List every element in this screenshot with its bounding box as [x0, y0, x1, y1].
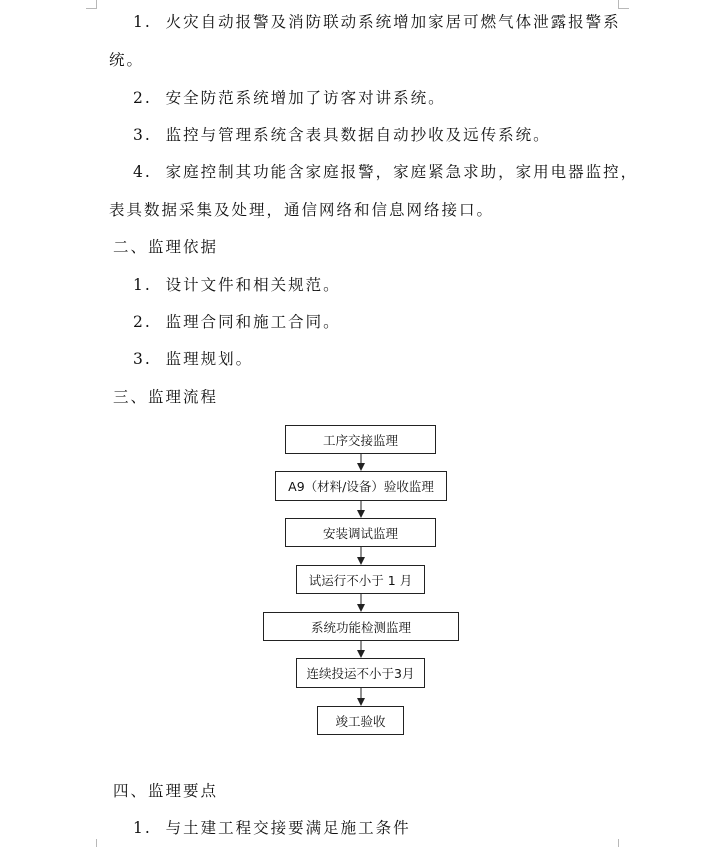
- flow-step-material-acceptance: A9（材料/设备）验收监理: [275, 471, 447, 501]
- list-item-4-line2: 表具数据采集及处理，通信网络和信息网络接口。: [109, 201, 495, 219]
- list-item-number: 1.: [133, 819, 152, 837]
- list-item-text: 火灾自动报警及消防联动系统增加家居可燃气体泄露报警系: [165, 13, 621, 31]
- flow-step-trial-run: 试运行不小于 1 月: [296, 565, 425, 594]
- list-item-text: 监控与管理系统含表具数据自动抄收及远传系统。: [165, 126, 551, 144]
- list-item-number: 2.: [133, 313, 152, 331]
- list-item-number: 3.: [133, 350, 152, 368]
- flow-step-installation-debug: 安装调试监理: [285, 518, 436, 547]
- list-item-number: 2.: [133, 89, 152, 107]
- list-item-1-line2: 统。: [109, 51, 145, 69]
- list-item-text: 监理规划。: [165, 350, 254, 368]
- flow-step-process-handover: 工序交接监理: [285, 425, 436, 454]
- flow-step-continuous-operation: 连续投运不小于3月: [296, 658, 425, 688]
- list-item-number: 4.: [133, 163, 152, 181]
- list-item-text: 设计文件和相关规范。: [165, 276, 341, 294]
- list-item-number: 3.: [133, 126, 152, 144]
- section-heading-key-points: 四、监理要点: [113, 782, 219, 800]
- section-heading-process: 三、监理流程: [113, 388, 219, 406]
- list-item-text: 安全防范系统增加了访客对讲系统。: [165, 89, 446, 107]
- flow-step-completion-acceptance: 竣工验收: [317, 706, 404, 735]
- list-item-text: 监理合同和施工合同。: [165, 313, 341, 331]
- key-point-item-1: [133, 818, 411, 838]
- section-heading-basis: 二、监理依据: [113, 238, 219, 256]
- list-item-number: 1.: [133, 13, 152, 31]
- list-item-text: 家庭控制其功能含家庭报警，家庭紧急求助，家用电器监控，: [165, 163, 639, 181]
- list-item-text: 与土建工程交接要满足施工条件: [165, 819, 411, 837]
- list-item-number: 1.: [133, 276, 152, 294]
- flow-step-function-test: 系统功能检测监理: [263, 612, 459, 641]
